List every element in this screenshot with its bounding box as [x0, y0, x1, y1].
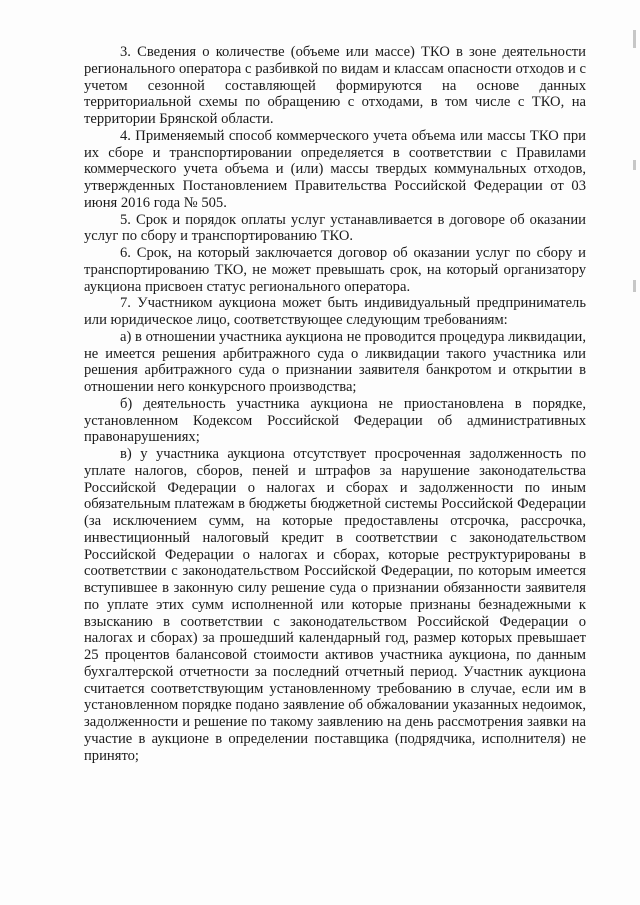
- paragraph-item-5: 5. Срок и порядок оплаты услуг устанавливается в договоре об оказании услуг по сбору и транспортированию ТКО.: [84, 211, 586, 245]
- paragraph-item-3: 3. Сведения о количестве (объеме или массе) ТКО в зоне деятельности регионального оператора с разбивкой по видам и классам опасности отходов и с учетом сезонной составляющей формируются на основе данных территориальной схемы по обращению с отходами, в том числе с ТКО, на территории Брянской области.: [84, 44, 586, 127]
- scan-edge-mark: [633, 280, 636, 292]
- paragraph-subitem-v: в) у участника аукциона отсутствует просроченная задолженность по уплате налогов, сборов, пеней и штрафов за нарушение законодательства Российской Федерации о налогах и сборах и задолженности по иным обязательным платежам в бюджеты бюджетной системы Российской Федерации (за исключением сумм, на которые предоставлены отсрочка, рассрочка, инвестиционный налоговый кредит в соответствии с законодательством Российской Федерации о налогах и сборах, которые реструктурированы в соответствии с законодательством Российской Федерации, по которым имеется вступившее в законную силу решение суда о признании обязанности заявителя по уплате этих сумм исполненной или которые признаны безнадежными к взысканию в соответствии с законодательством Российской Федерации о налогах и сборах) за прошедший календарный год, размер которых превышает 25 процентов балансовой стоимости активов участника аукциона, по данным бухгалтерской отчетности за последний отчетный период. Участник аукциона считается соответствующим установленному требованию в случае, если им в установленном порядке подано заявление об обжаловании указанных недоимок, задолженности и решение по такому заявлению на день рассмотрения заявки на участие в аукционе в определении поставщика (подрядчика, исполнителя) не принято;: [84, 446, 586, 764]
- scan-edge-mark: [633, 160, 636, 170]
- paragraph-item-4: 4. Применяемый способ коммерческого учета объема или массы ТКО при их сборе и транспортировании определяется в соответствии с Правилами коммерческого учета объема и (или) массы твердых коммунальных отходов, утвержденных Постановлением Правительства Российской Федерации от 03 июня 2016 года № 505.: [84, 127, 586, 211]
- paragraph-subitem-b: б) деятельность участника аукциона не приостановлена в порядке, установленном Кодексом Российской Федерации об административных правонарушениях;: [84, 395, 586, 446]
- paragraph-item-6: 6. Срок, на который заключается договор об оказании услуг по сбору и транспортированию ТКО, не может превышать срок, на который организатору аукциона присвоен статус регионального оператора.: [84, 245, 586, 295]
- scan-edge-mark: [633, 30, 636, 48]
- paragraph-item-7: 7. Участником аукциона может быть индивидуальный предприниматель или юридическое лицо, соответствующее следующим требованиям:: [84, 295, 586, 328]
- paragraph-subitem-a: а) в отношении участника аукциона не проводится процедура ликвидации, не имеется решения арбитражного суда о ликвидации такого участника или решения арбитражного суда о признании заявителя банкротом и открытии в отношении него конкурсного производства;: [84, 328, 586, 395]
